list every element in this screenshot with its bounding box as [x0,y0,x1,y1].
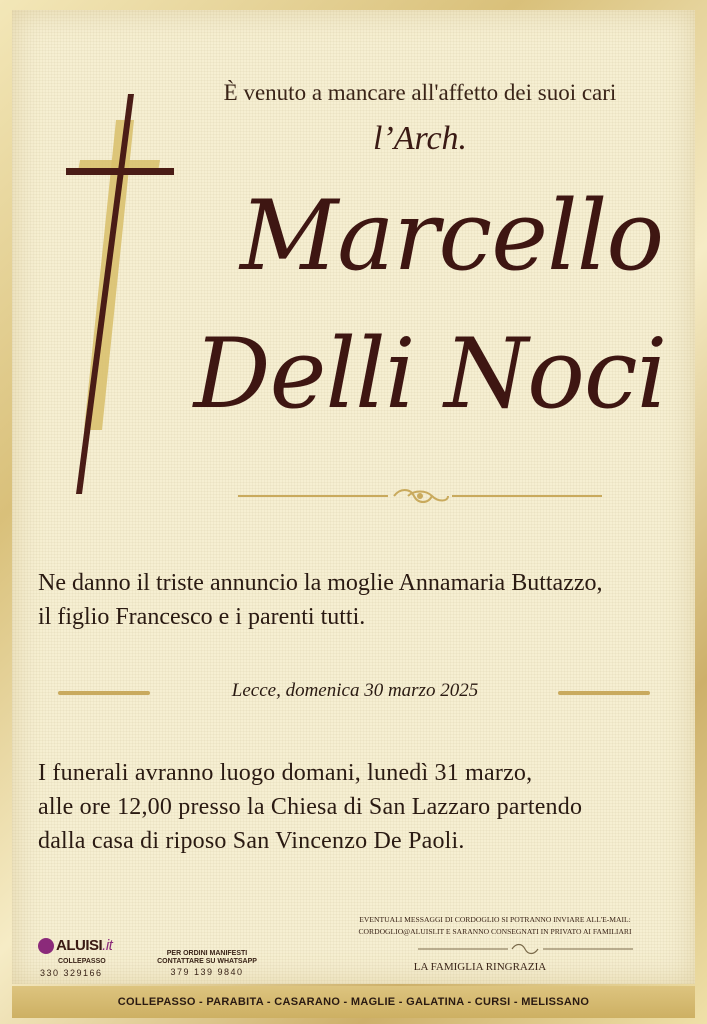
aluisi-logo [38,938,138,980]
date-rule-right [558,691,650,695]
family-thanks: LA FAMIGLIA RINGRAZIA [413,961,547,973]
condolence-line-1: EVENTUALI MESSAGGI DI CORDOGLIO SI POTRANNO INVIARE ALL'E-MAIL: [359,915,631,924]
funeral-info [38,756,678,858]
order-label-2: CONTATTARE SU WHATSAPP [157,958,257,965]
footer-bar [12,986,695,1018]
condolence-line-2: CORDOGLIO@ALUISI.IT E SARANNO CONSEGNATI IN PRIVATO AI FAMILIARI [358,927,632,936]
footer-towns: COLLEPASSO - PARABITA - CASARANO - MAGLIE - GALATINA - CURSI - MELISSANO [117,996,590,1008]
ornament-divider-small [418,942,633,956]
date-text: Lecce, domenica 30 marzo 2025 [231,680,479,701]
condolence-message [320,914,670,938]
order-label-1: PER ORDINI MANIFESTI [166,950,248,957]
order-phone: 379 139 9840 [170,967,244,977]
deceased-last-name: Delli Noci [193,318,667,430]
logo-phone: 330 329166 [40,968,103,978]
deceased-first-name: Marcello [240,180,664,292]
deceased-title: l’Arch. [372,120,468,157]
order-contact [152,950,262,977]
intro-text: È venuto a mancare all'affetto dei suoi cari [223,80,617,105]
funeral-line-2: alle ore 12,00 presso la Chiesa di San Lazzaro partendo [38,794,583,820]
funeral-line-3: dalla casa di riposo San Vincenzo De Paoli. [38,828,465,854]
logo-town: COLLEPASSO [58,958,106,965]
announcement [38,566,678,634]
date-rule-left [58,691,150,695]
ornament-divider [238,486,602,506]
logo-mark-icon [38,938,54,954]
announcement-line-2: il figlio Francesco e i parenti tutti. [38,604,366,630]
logo-brand: ALUISI.it [56,937,113,954]
announcement-line-1: Ne danno il triste annuncio la moglie Annamaria Buttazzo, [38,570,603,596]
funeral-line-1: I funerali avranno luogo domani, lunedì 31 marzo, [38,760,533,786]
